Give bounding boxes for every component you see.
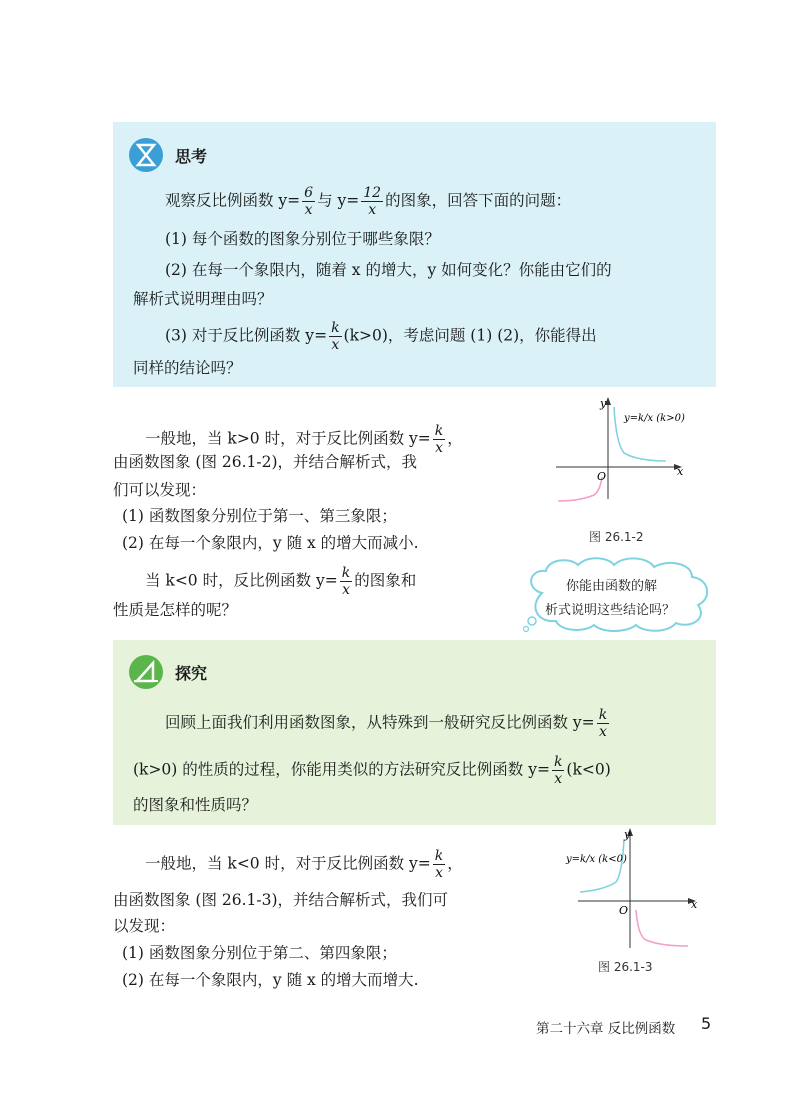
function-label: y=k/x (k>0) [624,413,685,424]
curve-quadrant-4 [636,910,688,946]
x-axis-label: x [691,898,698,911]
fraction: $\frac{k}{x}$ [434,848,444,881]
x-axis-label: x [677,465,684,478]
bubble-line1: 你能由函数的解 [566,579,658,594]
think-question-1: (1) 每个函数的图象分别位于哪些象限？ [165,230,440,248]
section2-line3: 以发现： [113,917,176,935]
think-intro: 观察反比例函数 y= $\frac{6}{x}$ 与 y= $\frac{12}{x}$ 的图象，回答下面的问题： [165,185,572,218]
fraction: $\frac{k}{x}$ [434,423,444,456]
explore-line3: 的图象和性质吗？ [133,796,258,814]
think-title: 思考 [175,147,208,166]
section1-line1: 一般地，当 k>0 时，对于反比例函数 y= $\frac{k}{x}$ ， [145,423,463,456]
origin-label: O [619,904,629,917]
section1-line5: 性质是怎样的呢？ [113,601,238,619]
page-number: 5 [701,1014,712,1033]
think-question-3-cont: 同样的结论吗？ [133,359,242,377]
fraction: $\frac{6}{x}$ [304,185,314,218]
explore-title: 探究 [175,664,208,683]
function-label: y=k/x (k<0) [566,854,627,865]
think-question-3: (3) 对于反比例函数 y= $\frac{k}{x}$ (k>0)，考虑问题 (1) (2)，你能得出 [165,320,597,353]
fraction: $\frac{12}{x}$ [363,185,382,218]
section1-point2: (2) 在每一个象限内，y 随 x 的增大而减小. [122,534,419,552]
section2-point1: (1) 函数图象分别位于第二、第四象限； [122,944,397,962]
fraction: $\frac{k}{x}$ [553,754,563,787]
section2-point2: (2) 在每一个象限内，y 随 x 的增大而增大. [122,971,419,989]
explore-line1: 回顾上面我们利用函数图象，从特殊到一般研究反比例函数 y= $\frac{k}{x}$ [165,707,608,740]
think-question-2: (2) 在每一个象限内，随着 x 的增大，y 如何变化？你能由它们的 [165,261,612,279]
section1-line4: 当 k<0 时，反比例函数 y= $\frac{k}{x}$ 的图象和 [145,565,417,598]
y-axis-label: y [600,397,607,410]
bubble-line2: 析式说明这些结论吗？ [545,603,676,618]
fraction: $\frac{k}{x}$ [331,320,340,353]
section1-line2: 由函数图象 (图 26.1-2)，并结合解析式，我 [113,453,418,471]
protractor-icon [128,654,164,690]
explore-line2: (k>0) 的性质的过程，你能用类似的方法研究反比例函数 y= $\frac{k}{x}$ (k<0) [133,754,611,787]
figure-26-1-3 [562,826,702,951]
figure1-caption: 图 26.1-2 [589,530,644,544]
curve-quadrant-2 [580,840,624,892]
figure-26-1-2 [548,395,688,505]
fraction: $\frac{k}{x}$ [598,707,608,740]
section1-point1: (1) 函数图象分别位于第一、第三象限； [122,507,397,525]
hourglass-icon [128,137,164,173]
origin-label: O [597,470,607,483]
curve-quadrant-3 [558,477,602,501]
think-question-2-cont: 解析式说明理由吗？ [133,290,273,308]
y-axis-label: y [624,828,631,841]
figure2-caption: 图 26.1-3 [598,960,653,974]
fraction: $\frac{k}{x}$ [341,565,351,598]
chapter-title: 第二十六章 反比例函数 [536,1021,676,1037]
section2-line2: 由函数图象 (图 26.1-3)，并结合解析式，我们可 [113,891,449,909]
section1-line3: 们可以发现： [113,481,207,499]
section2-line1: 一般地，当 k<0 时，对于反比例函数 y= $\frac{k}{x}$ ， [145,848,463,881]
